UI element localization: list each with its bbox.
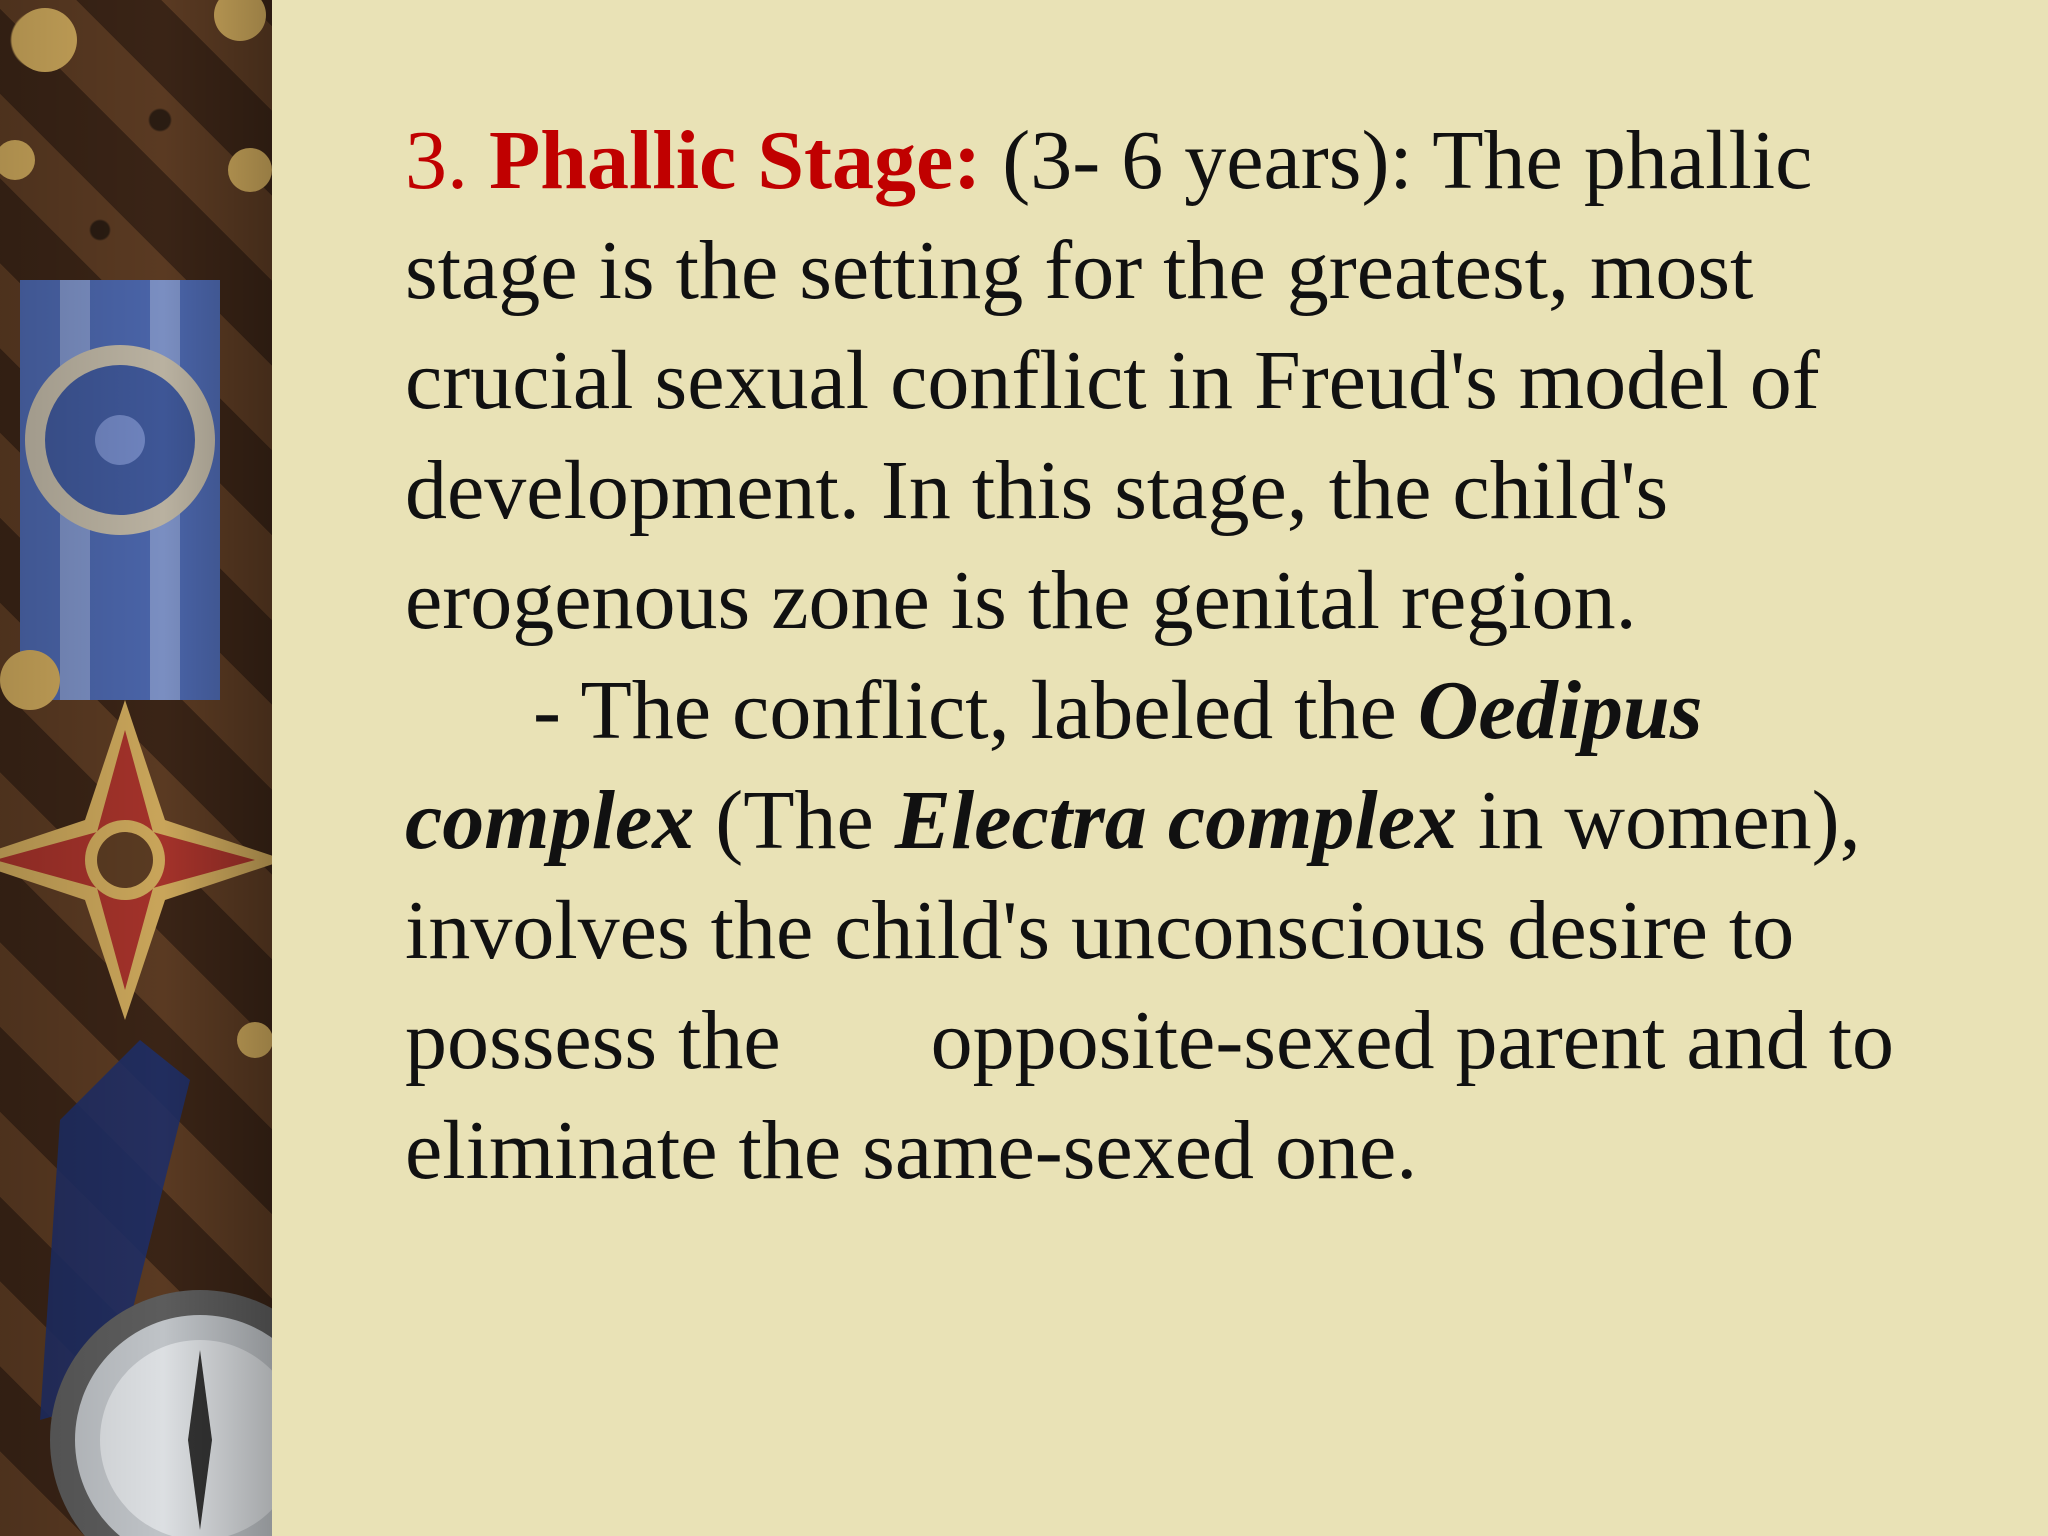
phallic-stage-paragraph — [405, 106, 1965, 656]
stage-description: (3- 6 years): The phallic stage is the setting for the greatest, most crucial sexual conflict in Freud's model of development. In this stage, the child's erogenous zone is the genital region. — [405, 114, 1820, 647]
oedipus-paragraph — [405, 656, 1965, 1206]
slide-body — [405, 106, 1965, 1206]
stage-title: Phallic Stage: — [489, 114, 982, 207]
decorative-side-image — [0, 0, 272, 1536]
conflict-lead: - The conflict, labeled the — [533, 664, 1418, 757]
conflict-mid: (The — [694, 774, 895, 867]
conflict-tail: opposite-sexed parent and to eliminate the same-sexed one. — [405, 994, 1895, 1197]
electra-term: Electra complex — [894, 774, 1458, 867]
conflict-desire: in women), involves the child's unconscious desire to possess the — [405, 774, 1861, 1087]
oedipus-term: Oedipus complex — [405, 664, 1703, 867]
item-number: 3. — [405, 114, 489, 207]
